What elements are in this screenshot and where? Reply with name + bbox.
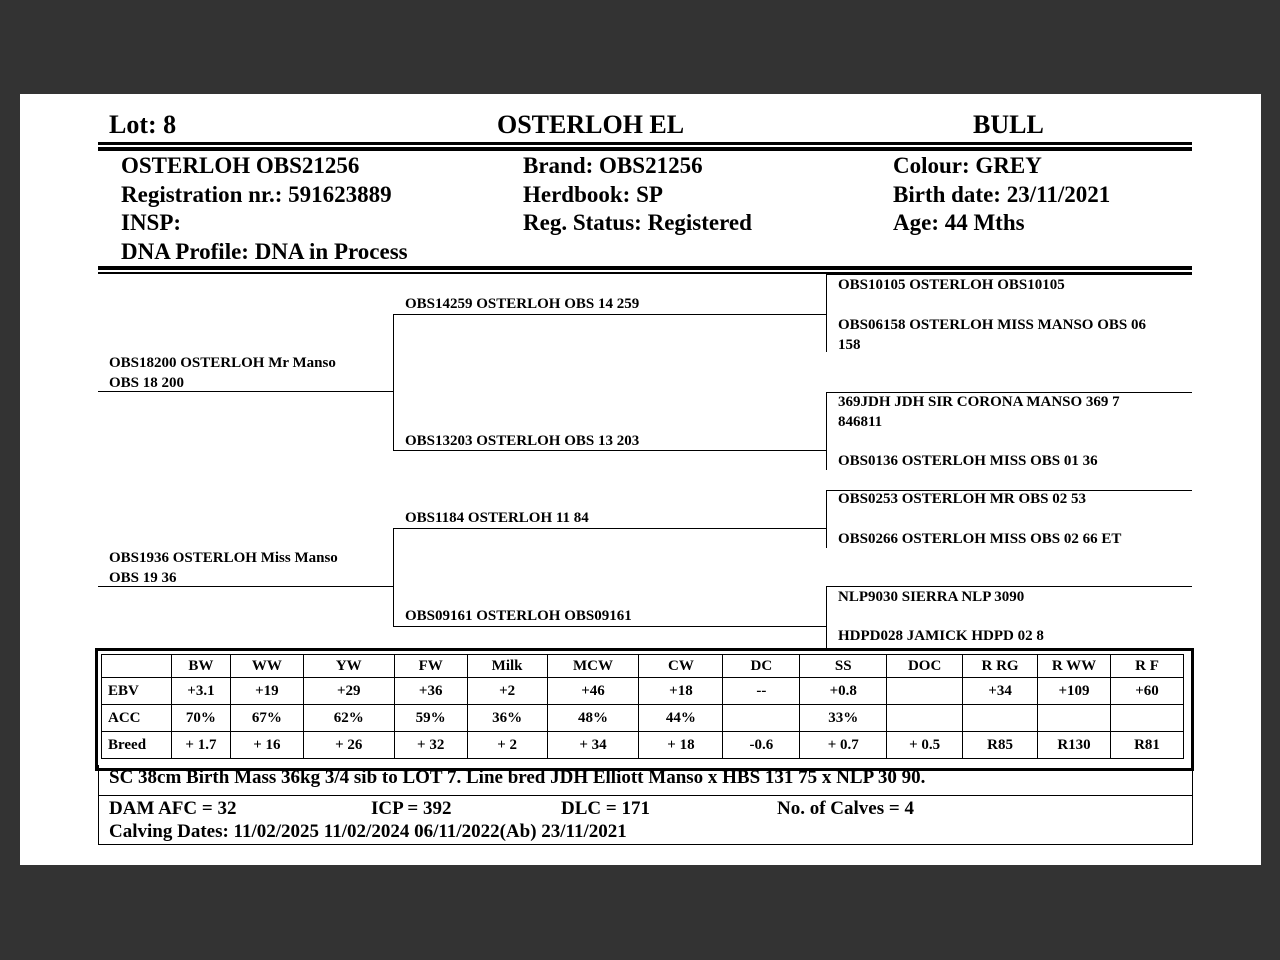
table-cell: +0.8 xyxy=(800,678,887,705)
table-cell: + 2 xyxy=(467,732,547,759)
table-cell: +46 xyxy=(547,678,639,705)
dam-sire-bracket xyxy=(826,490,827,548)
sire-dam-bracket xyxy=(826,392,827,470)
table-cell: R85 xyxy=(963,732,1038,759)
ebv-header-cell: CW xyxy=(639,655,723,678)
dam-stats-box xyxy=(98,795,1193,845)
ebv-header-cell: R RG xyxy=(963,655,1038,678)
reg-status-field: Reg. Status: Registered xyxy=(523,210,752,236)
dlc: DLC = 171 xyxy=(561,798,650,819)
sire-line-2: OBS 18 200 xyxy=(109,374,185,391)
info-rule-top xyxy=(98,266,1192,270)
gg3-line-2: 846811 xyxy=(838,413,883,430)
table-cell: 44% xyxy=(639,705,723,732)
table-cell: + 26 xyxy=(303,732,394,759)
great-grandparent-5: OBS0253 OSTERLOH MR OBS 02 53 xyxy=(838,491,1086,507)
ebv-table-frame xyxy=(95,648,1194,771)
gg-top-line xyxy=(826,274,1192,275)
dam-afc: DAM AFC = 32 xyxy=(109,798,237,819)
table-cell xyxy=(1038,705,1111,732)
row-label: Breed xyxy=(102,732,172,759)
breed-row xyxy=(102,732,1184,759)
great-grandparent-4: OBS0136 OSTERLOH MISS OBS 01 36 xyxy=(838,453,1098,469)
great-grandparent-7: NLP9030 SIERRA NLP 3090 xyxy=(838,589,1025,605)
ebv-header-cell: MCW xyxy=(547,655,639,678)
info-col-right xyxy=(893,152,1110,238)
age-field: Age: 44 Mths xyxy=(893,210,1025,236)
info-col-left xyxy=(121,152,408,267)
table-cell: + 34 xyxy=(547,732,639,759)
notes-box xyxy=(98,765,1193,796)
insp-field: INSP: xyxy=(121,210,182,236)
ebv-header-cell: R F xyxy=(1110,655,1183,678)
table-cell xyxy=(887,705,963,732)
table-cell: 36% xyxy=(467,705,547,732)
colour-field: Colour: GREY xyxy=(893,153,1042,178)
table-cell: +29 xyxy=(303,678,394,705)
table-cell: +109 xyxy=(1038,678,1111,705)
dam xyxy=(109,549,338,588)
gg2-line-1: OBS06158 OSTERLOH MISS MANSO OBS 06 xyxy=(838,317,1146,333)
gg7-line xyxy=(826,586,1192,587)
row-label: ACC xyxy=(102,705,172,732)
lot-number: Lot: 8 xyxy=(109,110,177,139)
table-cell: -0.6 xyxy=(723,732,800,759)
ebv-header-cell: R WW xyxy=(1038,655,1111,678)
dam-line-2: OBS 19 36 xyxy=(109,569,177,586)
brand-field: Brand: OBS21256 xyxy=(523,153,703,178)
table-cell: 62% xyxy=(303,705,394,732)
table-cell: -- xyxy=(723,678,800,705)
table-cell: + 16 xyxy=(230,732,303,759)
table-cell: 70% xyxy=(171,705,230,732)
great-grandparent-3 xyxy=(838,393,1120,432)
table-cell: 33% xyxy=(800,705,887,732)
great-grandparent-6: OBS0266 OSTERLOH MISS OBS 02 66 ET xyxy=(838,531,1122,547)
dam-line-1: OBS1936 OSTERLOH Miss Manso xyxy=(109,550,338,566)
table-cell: R81 xyxy=(1110,732,1183,759)
sire-sire-bracket xyxy=(826,272,827,352)
table-cell xyxy=(887,678,963,705)
row-label: EBV xyxy=(102,678,172,705)
gg3-line-1: 369JDH JDH SIR CORONA MANSO 369 7 xyxy=(838,394,1120,410)
herdbook-field: Herdbook: SP xyxy=(523,181,663,207)
great-grandparent-1: OBS10105 OSTERLOH OBS10105 xyxy=(838,277,1065,293)
table-cell: +36 xyxy=(394,678,467,705)
ebv-header-cell: FW xyxy=(394,655,467,678)
table-cell: R130 xyxy=(1038,732,1111,759)
acc-row xyxy=(102,705,1184,732)
ebv-header-cell: BW xyxy=(171,655,230,678)
table-cell: +2 xyxy=(467,678,547,705)
ebv-header-cell: WW xyxy=(230,655,303,678)
ebv-header-cell xyxy=(102,655,172,678)
info-col-middle xyxy=(523,152,752,238)
table-cell: 59% xyxy=(394,705,467,732)
ebv-header-cell: DC xyxy=(723,655,800,678)
sire-dam: OBS13203 OSTERLOH OBS 13 203 xyxy=(405,433,640,449)
ebv-row xyxy=(102,678,1184,705)
table-cell: +34 xyxy=(963,678,1038,705)
table-cell xyxy=(1110,705,1183,732)
table-cell: + 0.7 xyxy=(800,732,887,759)
lot-catalogue-page xyxy=(20,94,1261,865)
ebv-header-cell: SS xyxy=(800,655,887,678)
sire-line-1: OBS18200 OSTERLOH Mr Manso xyxy=(109,355,336,371)
calving-dates: Calving Dates: 11/02/2025 11/02/2024 06/11/2022(Ab) 23/11/2021 xyxy=(109,821,627,842)
table-cell: +60 xyxy=(1110,678,1183,705)
table-cell: + 1.7 xyxy=(171,732,230,759)
table-cell: 67% xyxy=(230,705,303,732)
table-cell: + 0.5 xyxy=(887,732,963,759)
animal-sex: BULL xyxy=(973,110,1044,139)
ebv-header-cell: DOC xyxy=(887,655,963,678)
icp: ICP = 392 xyxy=(371,798,452,819)
table-cell: + 18 xyxy=(639,732,723,759)
gg2-line-2: 158 xyxy=(838,336,861,353)
ebv-header-row xyxy=(102,655,1184,678)
sire xyxy=(109,354,336,393)
dam-sire: OBS1184 OSTERLOH 11 84 xyxy=(405,510,589,526)
sire-sire: OBS14259 OSTERLOH OBS 14 259 xyxy=(405,296,640,312)
animal-id: OSTERLOH OBS21256 xyxy=(121,153,360,178)
table-cell xyxy=(963,705,1038,732)
great-grandparent-2 xyxy=(838,316,1146,355)
dna-profile: DNA Profile: DNA in Process xyxy=(121,239,408,265)
notes-text: SC 38cm Birth Mass 36kg 3/4 sib to LOT 7. Line bred JDH Elliott Manso x HBS 131 75 x NLP 30 90. xyxy=(109,767,926,788)
table-cell: + 32 xyxy=(394,732,467,759)
animal-name-title: OSTERLOH EL xyxy=(497,110,685,139)
number-of-calves: No. of Calves = 4 xyxy=(777,798,914,819)
table-cell xyxy=(723,705,800,732)
table-cell: +3.1 xyxy=(171,678,230,705)
birth-date-field: Birth date: 23/11/2021 xyxy=(893,181,1111,207)
ebv-header-cell: Milk xyxy=(467,655,547,678)
table-cell: +18 xyxy=(639,678,723,705)
dam-bracket xyxy=(393,528,394,626)
ebv-table xyxy=(101,654,1184,759)
registration-number: Registration nr.: 591623889 xyxy=(121,181,392,207)
header-rule-top xyxy=(98,142,1192,145)
header-rule-bottom xyxy=(98,147,1192,151)
great-grandparent-8: HDPD028 JAMICK HDPD 02 8 xyxy=(838,628,1044,644)
ebv-header-cell: YW xyxy=(303,655,394,678)
sire-bracket xyxy=(393,314,394,451)
table-cell: 48% xyxy=(547,705,639,732)
table-cell: +19 xyxy=(230,678,303,705)
dam-dam: OBS09161 OSTERLOH OBS09161 xyxy=(405,608,632,624)
dam-dam-bracket xyxy=(826,586,827,648)
